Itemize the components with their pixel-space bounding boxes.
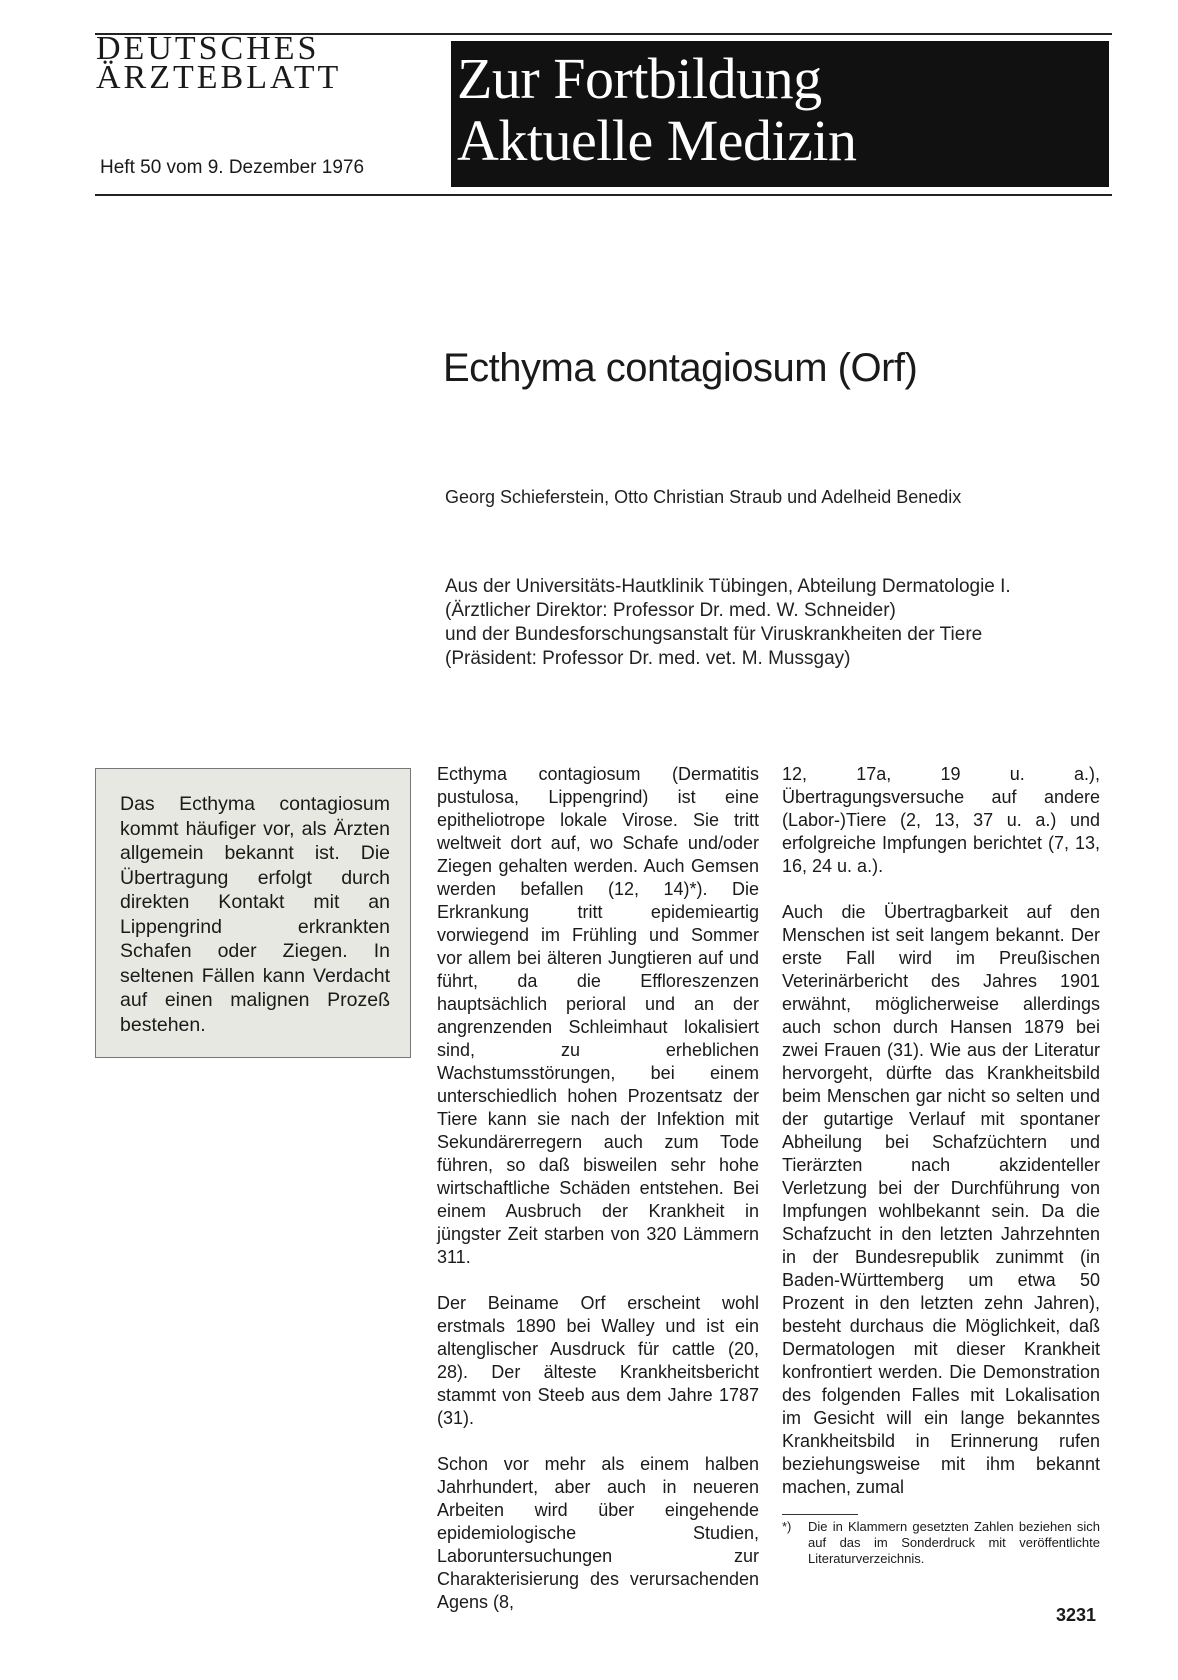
body-column-1: [437, 763, 759, 1637]
article-title: Ecthyma contagiosum (Orf): [443, 346, 918, 390]
issue-info: Heft 50 vom 9. Dezember 1976: [100, 157, 365, 178]
article-authors: Georg Schieferstein, Otto Christian Straub und Adelheid Benedix: [445, 487, 962, 507]
abstract-text: Das Ecthyma contagiosum kommt häufiger vor, als Ärzten allgemein bekannt ist. Die Übertragung erfolgt durch direkten Kontakt mit an Lippengrind erkrankten Schafen oder Ziegen. In seltenen Fällen kann Verdacht auf einen malignen Prozeß bestehen.: [120, 793, 390, 1036]
body-paragraph: Schon vor mehr als einem halben Jahrhundert, aber auch in neueren Arbeiten wird über eingehende epidemiologische Studien, Laboruntersuchungen zur Charakterisierung des verursachenden Agens (8,: [437, 1454, 759, 1612]
page-number: 3231: [1056, 1605, 1097, 1625]
journal-masthead: [96, 30, 342, 96]
footnote: [782, 1519, 1100, 1567]
body-paragraph: Der Beiname Orf erscheint wohl erstmals 1890 bei Walley und ist ein altenglischer Ausdruck für cattle (20, 28). Der älteste Krankheitsbericht stammt von Steeb aus dem Jahre 1787 (31).: [437, 1293, 759, 1428]
affiliation-line: und der Bundesforschungsanstalt für Viruskrankheiten der Tiere: [445, 624, 983, 645]
article-affiliation: [445, 575, 1011, 671]
body-column-2: [782, 763, 1100, 1522]
body-paragraph: 12, 17a, 19 u. a.), Übertragungsversuche auf andere (Labor-)Tiere (2, 13, 37 u. a.) und erfolgreiche Impfungen berichtet (7, 13, 16, 24 u. a.).: [782, 764, 1100, 876]
footnote-mark: *): [782, 1519, 792, 1534]
affiliation-line: (Präsident: Professor Dr. med. vet. M. Mussgay): [445, 648, 851, 669]
affiliation-line: (Ärztlicher Direktor: Professor Dr. med. W. Schneider): [445, 600, 896, 621]
masthead-line-2: ÄRZTEBLATT: [96, 59, 342, 96]
masthead-line-1: DEUTSCHES: [96, 30, 320, 67]
body-paragraph: Ecthyma contagiosum (Dermatitis pustulosa, Lippengrind) ist eine epitheliotrope lokale Virose. Sie tritt weltweit dort auf, wo Schafe und/oder Ziegen gehalten werden. Auch Gemsen werden befallen (12, 14)*). Die Erkrankung tritt epidemieartig vorwiegend im Frühling und Sommer vor allem bei älteren Jungtieren auf und führt, da die Effloreszenzen hauptsächlich perioral und an der angrenzenden Schleimhaut lokalisiert sind, zu erheblichen Wachstumsstörungen, bei einem unterschiedlich hohen Prozentsatz der Tiere kann sie nach der Infektion mit Sekundärerregern auch zum Tode führen, so daß bisweilen sehr hohe wirtschaftliche Schäden entstehen. Bei einem Ausbruch der Krankheit in jüngster Zeit starben von 320 Lämmern 311.: [437, 764, 759, 1267]
footnote-rule: [782, 1514, 858, 1515]
abstract-box: [95, 768, 411, 1058]
header-bottom-rule: [95, 194, 1112, 196]
section-line-1: Zur Fortbildung: [457, 46, 822, 111]
section-banner: [451, 41, 1109, 187]
body-paragraph: Auch die Übertragbarkeit auf den Menschen ist seit langem bekannt. Der erste Fall wird im Preußischen Veterinärbericht des Jahres 1901 erwähnt, möglicherweise allerdings auch schon durch Hansen 1879 bei zwei Frauen (31). Wie aus der Literatur hervorgeht, dürfte das Krankheitsbild beim Menschen gar nicht so selten und der gutartige Verlauf mit spontaner Abheilung bei Schafzüchtern und Tierärzten nach akzidenteller Verletzung bei der Durchführung von Impfungen wohlbekannt sein. Da die Schafzucht in den letzten Jahrzehnten in der Bundesrepublik zunimmt (in Baden-Württemberg um etwa 50 Prozent in den letzten zehn Jahren), besteht durchaus die Möglichkeit, daß Dermatologen mit dieser Krankheit konfrontiert werden. Die Demonstration des folgenden Falles mit Lokalisation im Gesicht will ein lange bekanntes Krankheitsbild in Erinnerung rufen beziehungsweise mit ihm bekannt machen, zumal: [782, 902, 1100, 1497]
footnote-text: Die in Klammern gesetzten Zahlen beziehen sich auf das im Sonderdruck mit veröffentlichte Literaturverzeichnis.: [808, 1519, 1100, 1566]
section-line-2: Aktuelle Medizin: [457, 108, 857, 173]
affiliation-line: Aus der Universitäts-Hautklinik Tübingen, Abteilung Dermatologie I.: [445, 576, 1011, 597]
